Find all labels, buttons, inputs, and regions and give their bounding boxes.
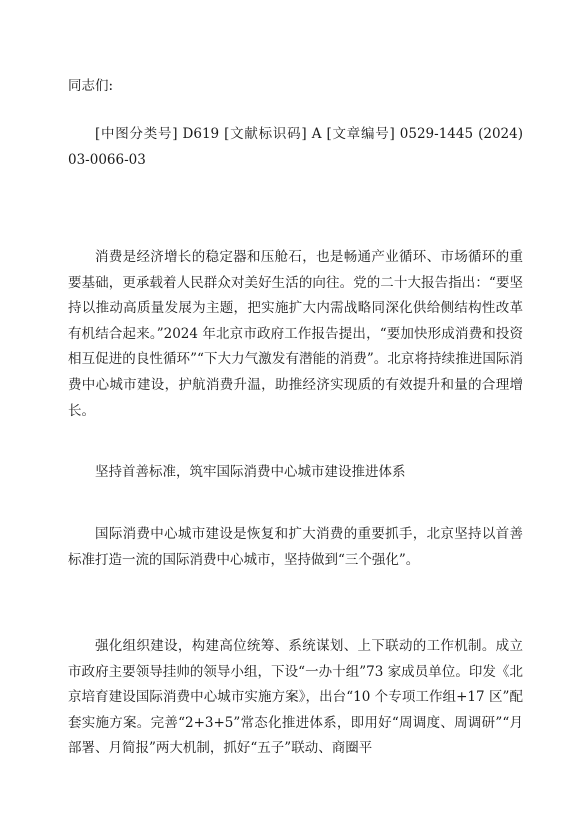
body-paragraph: 消费是经济增长的稳定器和压舱石，也是畅通产业循环、市场循环的重要基础，更承载着人民群众对美好生活的向往。党的二十大报告指出：“要坚持以推动高质量发展为主题，把实施扩大内需战略同深化供给侧结构性改革有机结合起来。”2024 年北京市政府工作报告提出，“要加快形成消费和投资相互促进的良性循环”“下大力气激发有潜能的消费”。北京将持续推进国际消费中心城市建设，护航消费升温，助推经济实现质的有效提升和量的合理增长。	[68, 249, 523, 419]
body-paragraph: 强化组织建设，构建高位统筹、系统谋划、上下联动的工作机制。成立市政府主要领导挂帅的领导小组，下设“一办十组”73 家成员单位。印发《北京培育建设国际消费中心城市实施方案》，出台“10 个专项工作组+17 区”配套实施方案。完善“2+3+5”常态化推进体系，即用好“周调度、周调研”“月部署、月简报”两大机制，抓好“五子”联动、商圈平	[68, 638, 523, 757]
salutation: 同志们:	[68, 78, 114, 94]
body-paragraph: 国际消费中心城市建设是恢复和扩大消费的重要抓手，北京坚持以首善标准打造一流的国际消费中心城市，坚持做到“三个强化”。	[68, 526, 523, 568]
classification-line: [中图分类号] D619 [文献标识码] A [文章编号] 0529-1445 (2024) 03-0066-03	[68, 126, 523, 168]
section-heading: 坚持首善标准，筑牢国际消费中心城市建设推进体系	[95, 464, 406, 480]
